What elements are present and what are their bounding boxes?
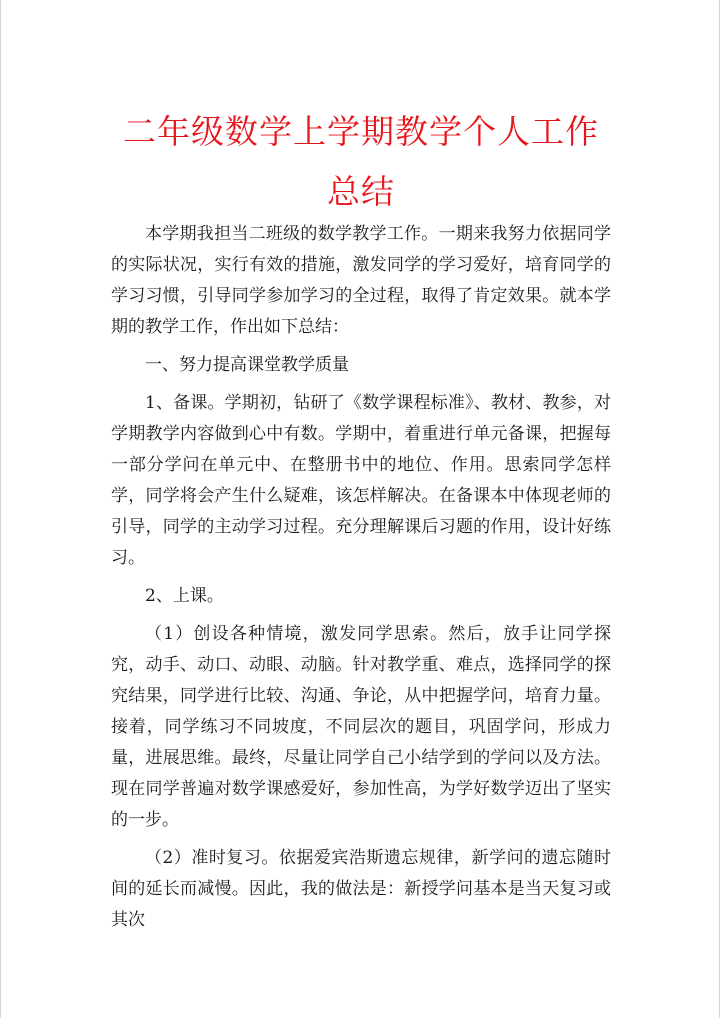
paragraph-timely-review: （2）准时复习。依据爱宾浩斯遗忘规律，新学问的遗忘随时间的延长而减慢。因此，我的做法是：新授学问基本是当天复习或其次 <box>111 848 611 930</box>
document-title: 二年级数学上学期教学个人工作总结 <box>123 112 599 211</box>
paragraph-lesson-prep: 1、备课。学期初，钻研了《数学课程标准》、教材、教参，对学期教学内容做到心中有数。学期中，着重进行单元备课，把握每一部分学问在单元中、在整册书中的地位、作用。思索同学怎样学，同学将会产生什么疑难，该怎样解决。在备课本中体现老师的引导，同学的主动学习过程。充分理解课后习题的作用，设计好练习。 <box>111 393 611 568</box>
subheading-class: 2、上课。 <box>145 586 224 606</box>
section-heading-1: 一、努力提高课堂教学质量 <box>145 355 349 375</box>
paragraph-create-situations: （1）创设各种情境，激发同学思索。然后，放手让同学探究，动手、动口、动眼、动脑。针对教学重、难点，选择同学的探究结果，同学进行比较、沟通、争论，从中把握学问，培育力量。接着，同学练习不同坡度，不同层次的题目，巩固学问，形成力量，进展思维。最终，尽量让同学自己小结学到的学问以及方法。现在同学普遍对数学课感爱好，参加性高，为学好数学迈出了坚实的一步。 <box>111 624 611 830</box>
intro-paragraph: 本学期我担当二班级的数学教学工作。一期来我努力依据同学的实际状况，实行有效的措施，激发同学的学习爱好，培育同学的学习习惯，引导同学参加学习的全过程，取得了肯定效果。就本学期的教学工作，作出如下总结： <box>111 224 611 337</box>
document-body <box>111 219 611 936</box>
